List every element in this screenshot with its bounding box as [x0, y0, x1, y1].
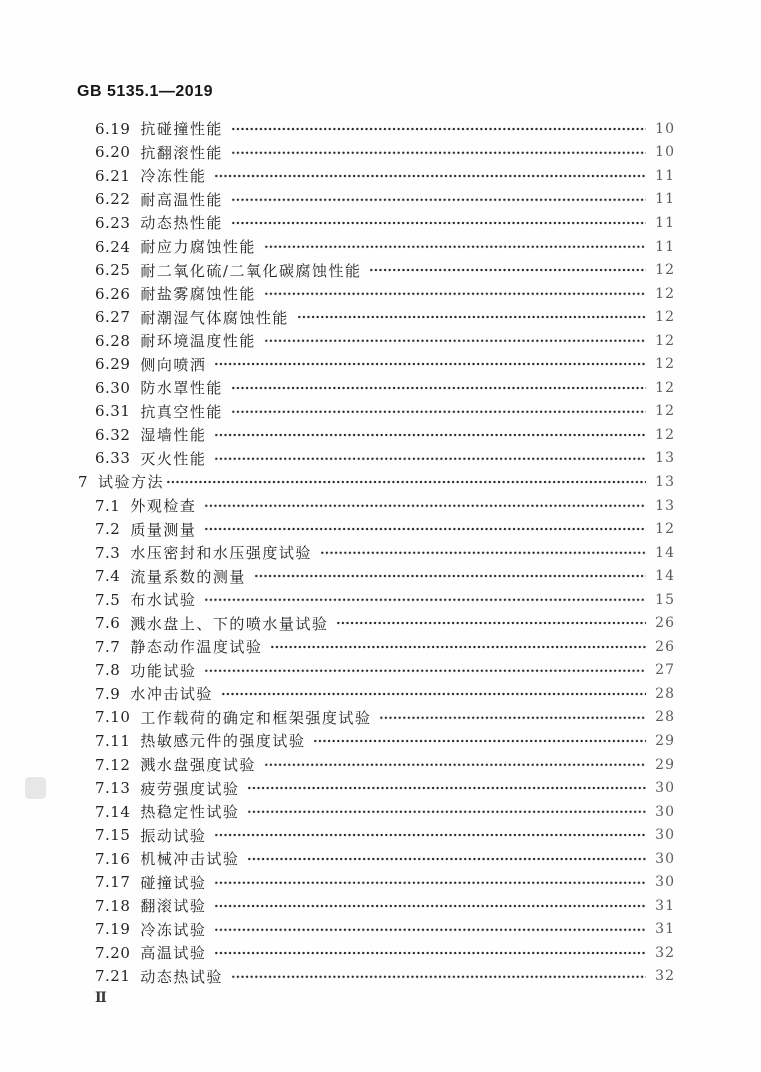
- toc-leader-dots: [231, 188, 646, 212]
- toc-entry: [78, 588, 675, 612]
- toc-entry-page: 11: [655, 191, 675, 208]
- toc-entry: [78, 729, 675, 753]
- toc-entry-number: 6.24: [95, 237, 131, 256]
- toc-entry-title: 湿墙性能: [140, 426, 207, 445]
- toc-entry-number: 7.8: [95, 661, 121, 680]
- toc-entry-number: 7.6: [95, 614, 121, 633]
- toc-leader-dots: [247, 800, 646, 824]
- toc-entry-number: 6.32: [95, 425, 131, 444]
- toc-entry-number: 7.15: [95, 826, 131, 845]
- toc-entry: [78, 871, 675, 895]
- toc-entry-page: 29: [655, 732, 675, 749]
- toc-entry-number: 7.21: [95, 967, 131, 986]
- toc-entry-number: 7: [78, 472, 89, 491]
- toc-entry-page: 32: [655, 968, 675, 985]
- toc-entry-number: 7.20: [95, 943, 131, 962]
- toc-entry: [78, 211, 675, 235]
- toc-entry-number: 6.19: [95, 119, 131, 138]
- page-number-footer: Ⅱ: [95, 990, 107, 1006]
- toc-entry-page: 28: [655, 685, 675, 702]
- toc-leader-dots: [214, 918, 646, 942]
- toc-entry-number: 7.13: [95, 779, 131, 798]
- toc-entry: [78, 400, 675, 424]
- toc-entry: [78, 517, 675, 541]
- toc-entry-number: 6.27: [95, 308, 131, 327]
- toc-leader-dots: [270, 635, 646, 659]
- toc-entry-title: 疲劳强度试验: [140, 779, 240, 798]
- toc-entry-number: 7.1: [95, 496, 121, 515]
- toc-list: [78, 117, 675, 988]
- toc-entry-page: 10: [655, 120, 675, 137]
- toc-entry-number: 7.18: [95, 896, 131, 915]
- toc-entry: [78, 329, 675, 353]
- toc-entry-number: 6.23: [95, 213, 131, 232]
- toc-entry-title: 侧向喷洒: [140, 355, 207, 374]
- toc-entry-title: 水压密封和水压强度试验: [130, 544, 312, 563]
- toc-entry-number: 7.17: [95, 873, 131, 892]
- toc-entry-number: 7.10: [95, 708, 131, 727]
- toc-entry-title: 冷冻性能: [140, 167, 207, 186]
- toc-entry: [78, 800, 675, 824]
- toc-leader-dots: [264, 329, 646, 353]
- toc-entry-page: 32: [655, 944, 675, 961]
- toc-entry-page: 12: [655, 285, 675, 302]
- toc-entry: [78, 918, 675, 942]
- toc-leader-dots: [264, 235, 646, 259]
- toc-entry: [78, 376, 675, 400]
- toc-entry-page: 28: [655, 709, 675, 726]
- toc-leader-dots: [231, 376, 646, 400]
- toc-leader-dots: [264, 282, 646, 306]
- toc-entry-page: 12: [655, 403, 675, 420]
- toc-entry-page: 13: [655, 450, 675, 467]
- toc-entry-page: 12: [655, 332, 675, 349]
- toc-entry-number: 6.31: [95, 402, 131, 421]
- toc-entry: [78, 305, 675, 329]
- toc-leader-dots: [320, 541, 646, 565]
- toc-entry-title: 振动试验: [140, 826, 207, 845]
- toc-entry-title: 功能试验: [130, 661, 197, 680]
- toc-entry-page: 30: [655, 803, 675, 820]
- toc-entry-number: 6.22: [95, 190, 131, 209]
- toc-leader-dots: [214, 423, 646, 447]
- toc-entry-page: 31: [655, 921, 675, 938]
- toc-entry-title: 工作载荷的确定和框架强度试验: [140, 708, 372, 727]
- toc-entry: [78, 141, 675, 165]
- toc-entry: [78, 164, 675, 188]
- toc-entry-title: 外观检查: [130, 497, 197, 516]
- toc-entry: [78, 235, 675, 259]
- toc-entry-page: 31: [655, 897, 675, 914]
- toc-entry-title: 布水试验: [130, 591, 197, 610]
- toc-entry-page: 12: [655, 309, 675, 326]
- toc-entry-title: 灭火性能: [140, 449, 207, 468]
- toc-leader-dots: [254, 564, 646, 588]
- toc-entry-title: 溅水盘上、下的喷水量试验: [130, 614, 329, 633]
- toc-entry: [78, 753, 675, 777]
- toc-entry: [78, 282, 675, 306]
- toc-entry: [78, 447, 675, 471]
- toc-entry-number: 6.28: [95, 331, 131, 350]
- toc-entry-title: 流量系数的测量: [130, 567, 246, 586]
- toc-entry-title: 溅水盘强度试验: [140, 756, 256, 775]
- toc-leader-dots: [214, 823, 646, 847]
- toc-entry-title: 试验方法: [98, 473, 165, 492]
- toc-entry-number: 6.29: [95, 355, 131, 374]
- toc-entry: [78, 564, 675, 588]
- toc-entry-page: 15: [655, 591, 675, 608]
- toc-entry-page: 26: [655, 638, 675, 655]
- toc-entry: [78, 541, 675, 565]
- toc-entry-title: 耐应力腐蚀性能: [140, 238, 256, 256]
- toc-entry-page: 11: [655, 238, 675, 255]
- toc-entry-number: 6.26: [95, 284, 131, 303]
- toc-leader-dots: [204, 588, 646, 612]
- toc-entry-page: 14: [655, 544, 675, 561]
- toc-entry-title: 防水罩性能: [140, 379, 223, 398]
- toc-leader-dots: [379, 706, 646, 730]
- toc-leader-dots: [166, 470, 646, 494]
- toc-entry: [78, 611, 675, 635]
- toc-entry-page: 30: [655, 850, 675, 867]
- standard-code-header: GB 5135.1—2019: [77, 83, 213, 100]
- toc-entry-title: 高温试验: [140, 944, 207, 963]
- toc-leader-dots: [214, 352, 646, 376]
- toc-entry-number: 7.11: [95, 731, 131, 750]
- toc-leader-dots: [214, 871, 646, 895]
- toc-leader-dots: [231, 211, 646, 235]
- toc-entry-number: 6.21: [95, 166, 131, 185]
- toc-entry-title: 碰撞试验: [140, 873, 207, 892]
- toc-leader-dots: [231, 400, 646, 424]
- toc-leader-dots: [336, 611, 646, 635]
- toc-entry-page: 12: [655, 379, 675, 396]
- toc-entry-page: 12: [655, 356, 675, 373]
- toc-entry-page: 11: [655, 214, 675, 231]
- toc-leader-dots: [214, 447, 646, 471]
- toc-entry-title: 热敏感元件的强度试验: [140, 732, 306, 751]
- toc-entry-title: 质量测量: [130, 520, 197, 539]
- toc-entry: [78, 823, 675, 847]
- toc-entry-title: 抗真空性能: [140, 402, 223, 421]
- toc-entry: [78, 682, 675, 706]
- toc-entry-title: 耐环境温度性能: [140, 332, 256, 351]
- toc-entry-number: 7.19: [95, 920, 131, 939]
- toc-entry-title: 抗碰撞性能: [140, 120, 223, 139]
- toc-leader-dots: [214, 894, 646, 918]
- toc-entry: [78, 188, 675, 212]
- toc-entry-number: 7.3: [95, 543, 121, 562]
- toc-entry: [78, 965, 675, 989]
- toc-entry-title: 水冲击试验: [130, 685, 213, 704]
- toc-entry-title: 翻滚试验: [140, 897, 207, 916]
- toc-entry-number: 7.12: [95, 755, 131, 774]
- scan-artifact: [25, 777, 46, 799]
- toc-entry: [78, 706, 675, 730]
- toc-entry: [78, 659, 675, 683]
- toc-entry-number: 7.14: [95, 802, 131, 821]
- toc-entry-page: 27: [655, 662, 675, 679]
- toc-entry-page: 12: [655, 426, 675, 443]
- toc-entry-page: 13: [655, 473, 675, 490]
- toc-leader-dots: [231, 117, 646, 141]
- toc-entry-title: 动态热性能: [140, 214, 223, 233]
- toc-leader-dots: [204, 494, 646, 518]
- toc-entry-title: 热稳定性试验: [140, 803, 240, 822]
- toc-entry-page: 30: [655, 827, 675, 844]
- toc-leader-dots: [231, 141, 646, 165]
- toc-leader-dots: [247, 847, 646, 871]
- toc-entry-page: 13: [655, 497, 675, 514]
- toc-entry-page: 11: [655, 167, 675, 184]
- toc-entry-title: 动态热试验: [140, 967, 223, 986]
- toc-entry-title: 耐盐雾腐蚀性能: [140, 285, 256, 304]
- toc-entry-title: 抗翻滚性能: [140, 143, 223, 162]
- toc-leader-dots: [297, 305, 646, 329]
- toc-leader-dots: [204, 517, 646, 541]
- toc-leader-dots: [369, 258, 646, 282]
- toc-leader-dots: [221, 682, 646, 706]
- toc-entry-title: 耐高温性能: [140, 190, 223, 209]
- toc-entry-number: 7.9: [95, 684, 121, 703]
- toc-leader-dots: [214, 164, 646, 188]
- toc-entry: [78, 941, 675, 965]
- toc-leader-dots: [264, 753, 646, 777]
- toc-entry-number: 7.16: [95, 849, 131, 868]
- toc-entry-number: 6.20: [95, 143, 131, 162]
- toc-entry-number: 7.4: [95, 567, 121, 586]
- toc-entry: [78, 494, 675, 518]
- toc-entry-number: 6.25: [95, 261, 131, 280]
- toc-entry-page: 12: [655, 262, 675, 279]
- toc-entry-page: 29: [655, 756, 675, 773]
- toc-entry-title: 静态动作温度试验: [130, 638, 263, 657]
- toc-entry: [78, 776, 675, 800]
- toc-leader-dots: [231, 965, 646, 989]
- toc-entry-number: 7.5: [95, 590, 121, 609]
- toc-entry-page: 30: [655, 874, 675, 891]
- toc-entry-page: 30: [655, 780, 675, 797]
- toc-entry-title: 冷冻试验: [140, 920, 207, 939]
- toc-leader-dots: [204, 659, 646, 683]
- toc-entry: [78, 258, 675, 282]
- toc-entry: [78, 635, 675, 659]
- toc-entry: [78, 847, 675, 871]
- toc-entry-number: 6.33: [95, 449, 131, 468]
- toc-entry-number: 7.2: [95, 520, 121, 539]
- toc-entry: [78, 423, 675, 447]
- toc-entry: [78, 117, 675, 141]
- toc-entry-page: 14: [655, 568, 675, 585]
- toc-entry: [78, 894, 675, 918]
- toc-leader-dots: [313, 729, 646, 753]
- toc-entry-title: 耐潮湿气体腐蚀性能: [140, 308, 289, 327]
- toc-entry-page: 26: [655, 615, 675, 632]
- toc-entry-number: 7.7: [95, 637, 121, 656]
- toc-leader-dots: [247, 776, 646, 800]
- toc-entry-page: 12: [655, 521, 675, 538]
- toc-entry-title: 耐二氧化硫/二氧化碳腐蚀性能: [140, 261, 362, 280]
- toc-entry: [78, 470, 675, 494]
- toc-leader-dots: [214, 941, 646, 965]
- toc-entry-page: 10: [655, 144, 675, 161]
- toc-entry-title: 机械冲击试验: [140, 850, 240, 869]
- toc-entry: [78, 352, 675, 376]
- toc-entry-number: 6.30: [95, 378, 131, 397]
